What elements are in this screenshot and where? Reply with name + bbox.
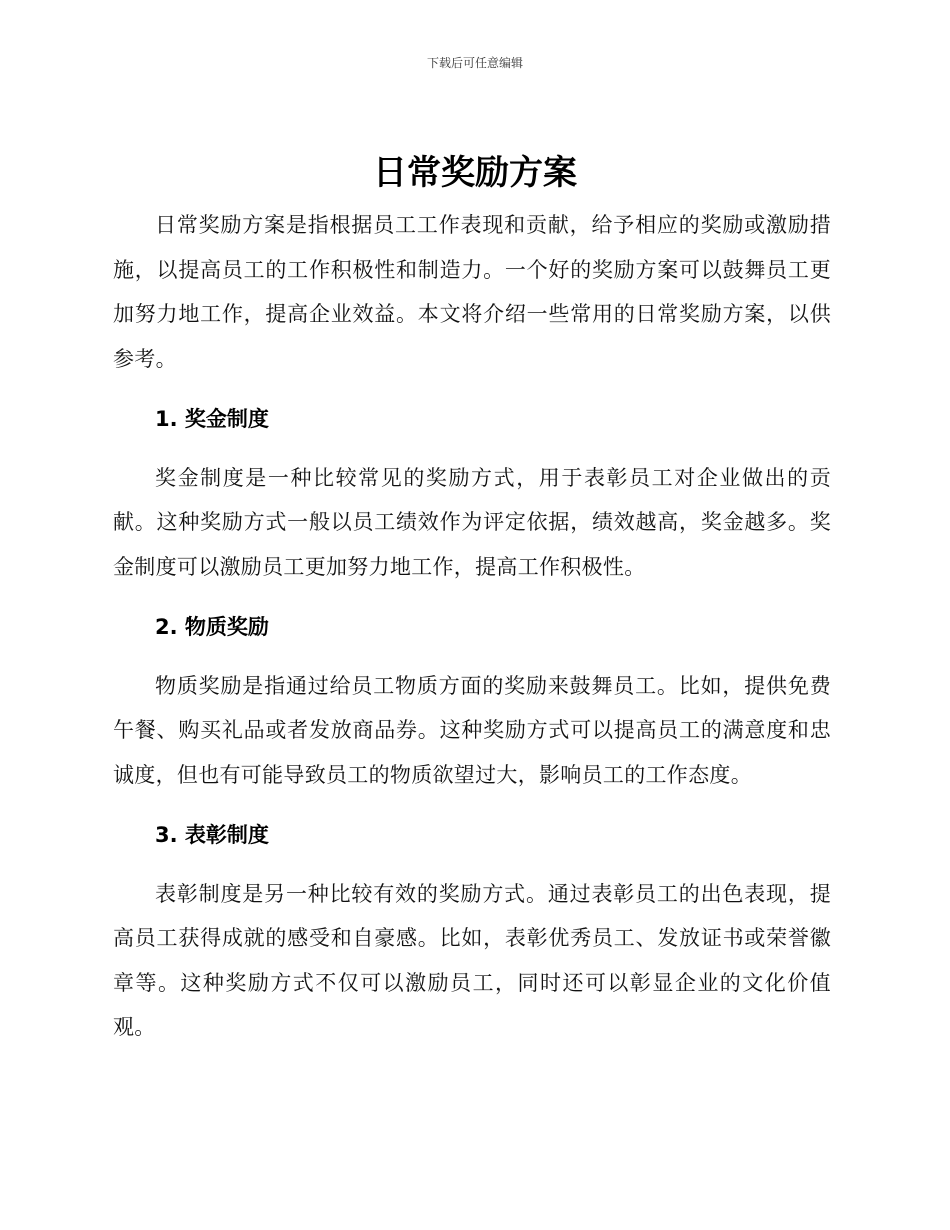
document-body (113, 203, 831, 1050)
section-heading-recognition: 3. 表彰制度 (155, 823, 269, 847)
intro-paragraph: 日常奖励方案是指根据员工工作表现和贡献，给予相应的奖励或激励措施，以提高员工的工作积极性和制造力。一个好的奖励方案可以鼓舞员工更加努力地工作，提高企业效益。本文将介绍一些常用的日常奖励方案，以供参考。 (113, 213, 831, 371)
document-title: 日常奖励方案 (373, 153, 577, 193)
section-body-bonus: 奖金制度是一种比较常见的奖励方式，用于表彰员工对企业做出的贡献。这种奖励方式一般以员工绩效作为评定依据，绩效越高，奖金越多。奖金制度可以激励员工更加努力地工作，提高工作积极性。 (113, 465, 831, 579)
section-heading-bonus: 1. 奖金制度 (155, 407, 269, 431)
section-heading-material-reward: 2. 物质奖励 (155, 615, 269, 639)
section-body-recognition: 表彰制度是另一种比较有效的奖励方式。通过表彰员工的出色表现，提高员工获得成就的感受和自豪感。比如，表彰优秀员工、发放证书或荣誉徽章等。这种奖励方式不仅可以激励员工，同时还可以彰显企业的文化价值观。 (113, 881, 831, 1039)
header-note: 下载后可任意编辑 (426, 56, 523, 70)
section-body-material-reward: 物质奖励是指通过给员工物质方面的奖励来鼓舞员工。比如，提供免费午餐、购买礼品或者发放商品券。这种奖励方式可以提高员工的满意度和忠诚度，但也有可能导致员工的物质欲望过大，影响员工的工作态度。 (113, 673, 831, 787)
